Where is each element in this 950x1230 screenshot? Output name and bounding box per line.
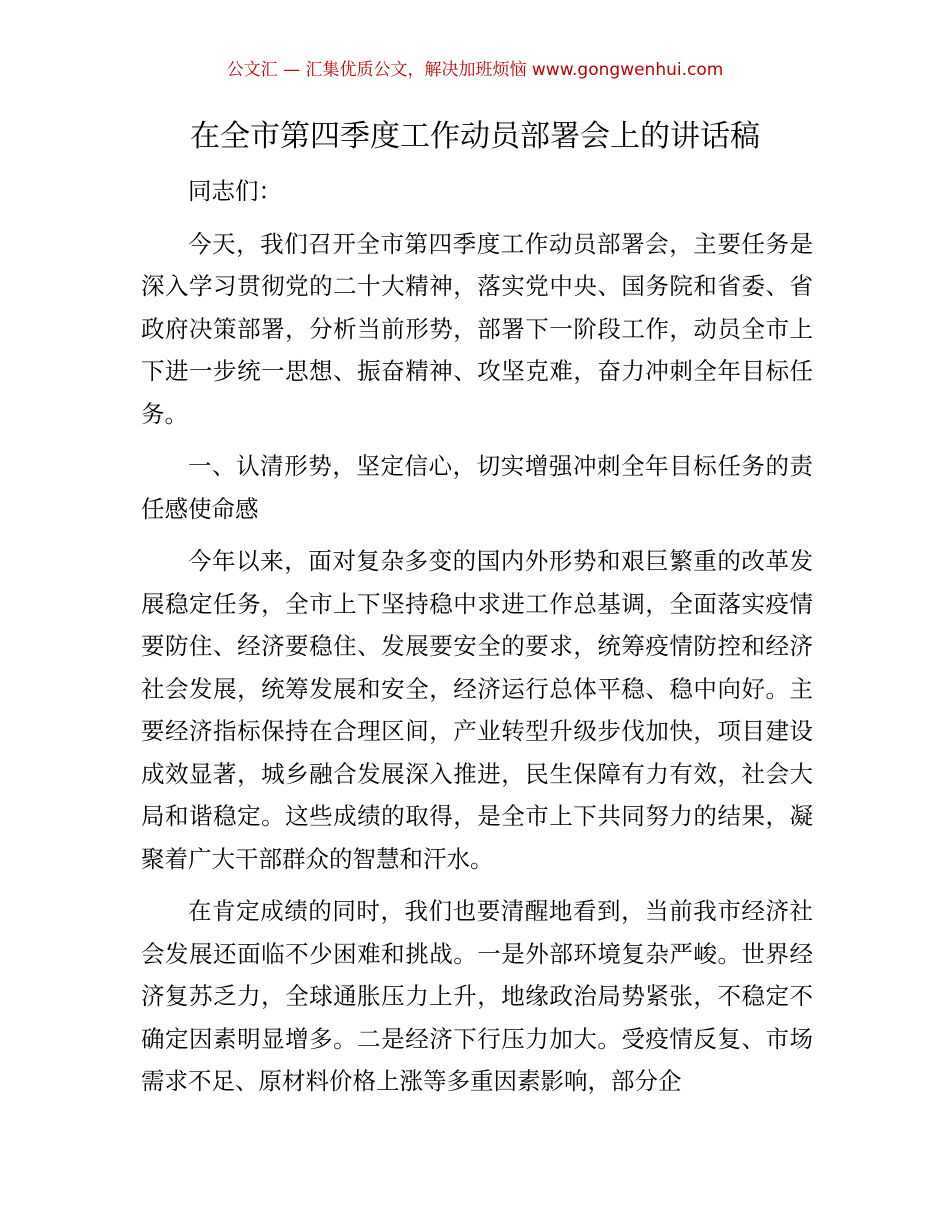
section-heading-1: 一、认清形势，坚定信心，切实增强冲刺全年目标任务的责任感使命感 bbox=[141, 452, 813, 523]
document-body bbox=[141, 170, 813, 1103]
site-header-banner: 公文汇 — 汇集优质公文，解决加班烦恼 www.gongwenhui.com bbox=[226, 60, 724, 80]
paragraph-challenges: 在肯定成绩的同时，我们也要清醒地看到，当前我市经济社会发展还面临不少困难和挑战。一是外部环境复杂严峻。世界经济复苏乏力，全球通胀压力上升，地缘政治局势紧张，不稳定不确定因素明显增多。二是经济下行压力加大。受疫情反复、市场需求不足、原材料价格上涨等多重因素影响，部分企 bbox=[141, 897, 813, 1095]
paragraph-opening: 今天，我们召开全市第四季度工作动员部署会，主要任务是深入学习贯彻党的二十大精神，落实党中央、国务院和省委、省政府决策部署，分析当前形势，部署下一阶段工作，动员全市上下进一步统一思想、振奋精神、攻坚克难，奋力冲刺全年目标任务。 bbox=[141, 229, 813, 428]
salutation: 同志们： bbox=[188, 177, 282, 205]
paragraph-achievements: 今年以来，面对复杂多变的国内外形势和艰巨繁重的改革发展稳定任务，全市上下坚持稳中求进工作总基调，全面落实疫情要防住、经济要稳住、发展要安全的要求，统筹疫情防控和经济社会发展，统筹发展和安全，经济运行总体平稳、稳中向好。主要经济指标保持在合理区间，产业转型升级步伐加快，项目建设成效显著，城乡融合发展深入推进，民生保障有力有效，社会大局和谐稳定。这些成绩的取得，是全市上下共同努力的结果，凝聚着广大干部群众的智慧和汗水。 bbox=[141, 547, 813, 873]
document-title: 在全市第四季度工作动员部署会上的讲话稿 bbox=[190, 119, 760, 154]
